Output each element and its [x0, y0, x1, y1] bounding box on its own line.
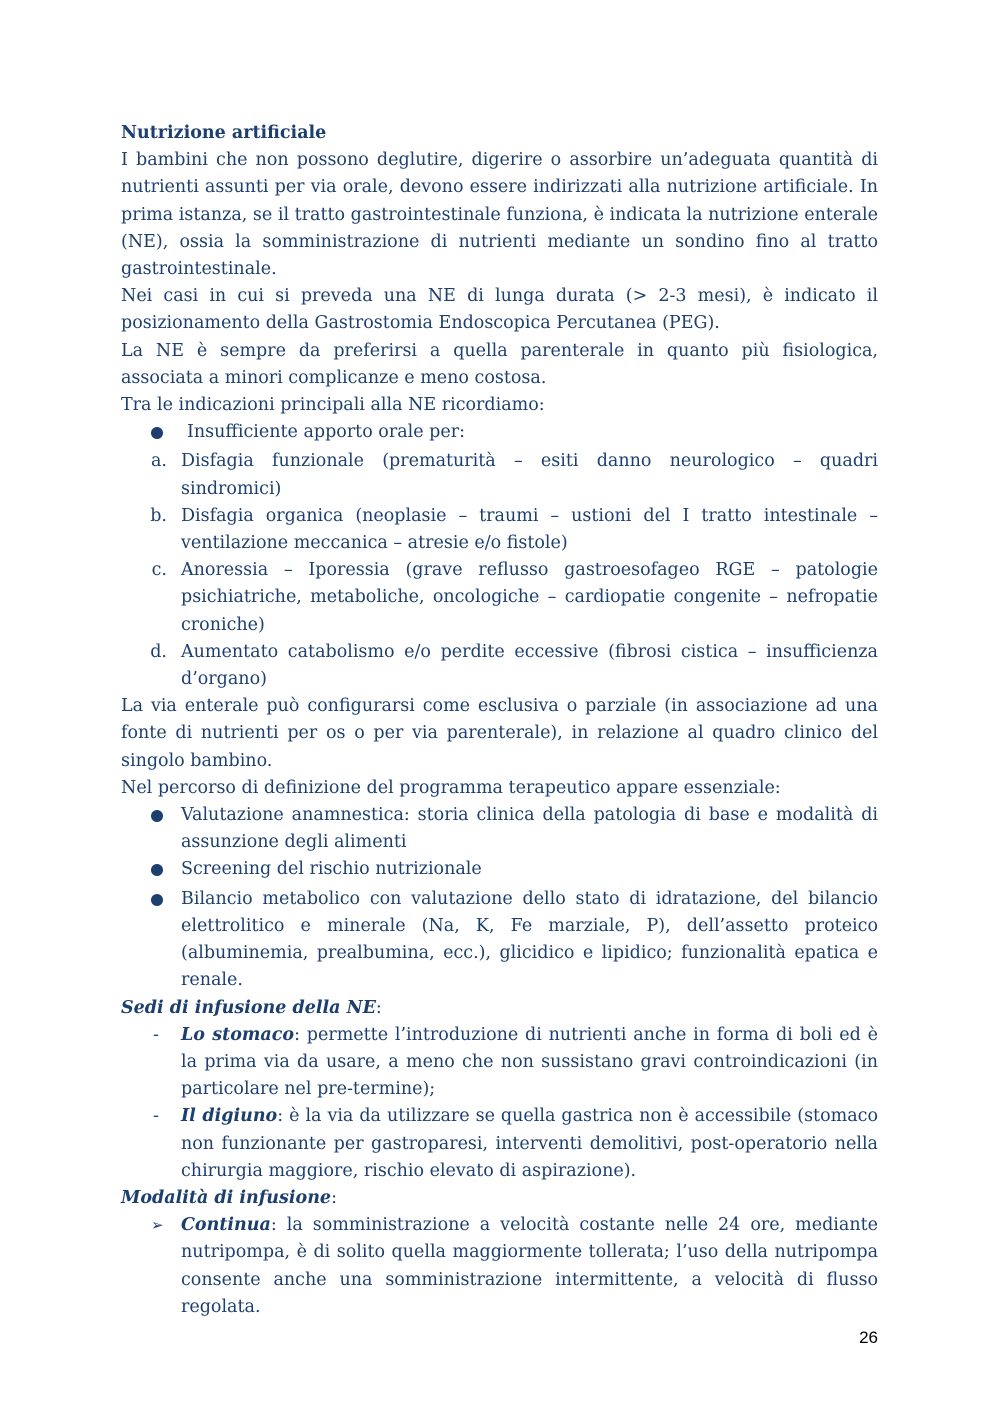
- paragraph-indications-intro: Tra le indicazioni principali alla NE ricordiamo:: [121, 395, 545, 416]
- paragraph-intro: I bambini che non possono deglutire, digerire o assorbire un’adeguata quantità di nutrienti assunti per via orale, devono essere indirizzati alla nutrizione artificiale. In prima istanza, se il tratto gastrointestinale funziona, è indicata la nutrizione enterale (NE), ossia la somministrazione di nutrienti mediante un sondino fino al tratto gastrointestinale.: [121, 150, 878, 280]
- paragraph-program-intro: Nel percorso di definizione del programma terapeutico appare essenziale:: [121, 777, 781, 798]
- list-item: [121, 419, 878, 448]
- list-marker: a.: [151, 451, 167, 472]
- list-item: [121, 886, 878, 995]
- list-item-text: [181, 1212, 878, 1321]
- document-body: [121, 120, 878, 1321]
- paragraph-peg: Nei casi in cui si preveda una NE di lunga durata (> 2-3 mesi), è indicato il posizionamento della Gastrostomia Endoscopica Percutanea (PEG).: [121, 286, 878, 334]
- term-description: : è la via da utilizzare se quella gastrica non è accessibile (stomaco non funzionante per gastroparesi, interventi demolitivi, post-operatorio nella chirurgia maggiore, rischio elevato di aspirazione).: [181, 1106, 878, 1181]
- modes-heading-text: Modalità di infusione: [121, 1187, 332, 1208]
- term-description: : permette l’introduzione di nutrienti anche in forma di boli ed è la prima via da usare, a meno che non sussistano gravi controindicazioni (in particolare nel pre-termine);: [181, 1024, 878, 1100]
- list-item-text: [181, 1022, 878, 1104]
- list-item-text: Insufficiente apporto orale per:: [187, 422, 465, 443]
- section-title: Nutrizione artificiale: [121, 123, 327, 143]
- list-item: [121, 639, 878, 693]
- list-marker: d.: [150, 641, 167, 662]
- list-item: [121, 1022, 878, 1104]
- list-item: [121, 503, 878, 557]
- list-item: [121, 802, 878, 856]
- list-marker: c.: [151, 560, 167, 581]
- list-item-text: Disfagia funzionale (prematurità – esiti danno neurologico – quadri sindromici): [181, 451, 878, 499]
- heading-colon: :: [375, 997, 382, 1018]
- bullet-icon: [121, 802, 181, 831]
- sites-heading-text: Sedi di infusione della NE: [121, 997, 376, 1018]
- list-item-text: Disfagia organica (neoplasie – traumi – ustioni del I tratto intestinale – ventilazione meccanica – atresie e/o fistole): [181, 505, 878, 554]
- list-item-text: [181, 1103, 878, 1185]
- list-item-text: Screening del rischio nutrizionale: [181, 859, 482, 880]
- term-jejunum: Il digiuno: [181, 1106, 278, 1127]
- dash-icon: -: [153, 1024, 159, 1045]
- term-description: : la somministrazione a velocità costante nelle 24 ore, mediante nutripompa, è di solito quella maggiormente tollerata; l’uso della nutripompa consente anche una somministrazione intermittente, a velocità di flusso regolata.: [181, 1215, 878, 1317]
- paragraph-enteral-route: La via enterale può configurarsi come esclusiva o parziale (in associazione ad una fonte di nutrienti per os o per via parenterale), in relazione al quadro clinico del singolo bambino.: [121, 696, 878, 771]
- dash-icon: -: [153, 1106, 159, 1127]
- list-item: [121, 1103, 878, 1185]
- term-stomach: Lo stomaco: [181, 1024, 295, 1045]
- list-item: [121, 448, 878, 502]
- bullet-icon: [121, 856, 181, 885]
- list-item: [121, 856, 878, 885]
- list-item-text: Valutazione anamnestica: storia clinica della patologia di base e modalità di assunzione degli alimenti: [181, 805, 878, 853]
- bullet-icon: [121, 886, 181, 915]
- list-item-text: Anoressia – Iporessia (grave reflusso gastroesofageo RGE – patologie psichiatriche, metaboliche, oncologiche – cardiopatie congenite – nefropatie croniche): [181, 560, 878, 635]
- arrowhead-icon: ➢: [151, 1216, 164, 1235]
- list-item: [121, 1212, 878, 1321]
- modes-heading: [121, 1185, 878, 1212]
- list-marker: b.: [150, 505, 167, 526]
- bullet-icon: [121, 419, 181, 448]
- sites-heading: [121, 995, 878, 1022]
- list-item: [121, 557, 878, 639]
- term-continuous: Continua: [181, 1215, 271, 1236]
- page-number: 26: [859, 1328, 878, 1347]
- list-item-text: Bilancio metabolico con valutazione dello stato di idratazione, del bilancio elettrolitico e minerale (Na, K, Fe marziale, P), dell’assetto proteico (albuminemia, prealbumina, ecc.), glicidico e lipidico; funzionalità epatica e renale.: [181, 888, 878, 991]
- list-item-text: Aumentato catabolismo e/o perdite eccessive (fibrosi cistica – insufficienza d’organo): [181, 641, 878, 690]
- paragraph-preference: La NE è sempre da preferirsi a quella parenterale in quanto più fisiologica, associata a minori complicanze e meno costosa.: [121, 340, 878, 388]
- heading-colon: :: [331, 1187, 337, 1208]
